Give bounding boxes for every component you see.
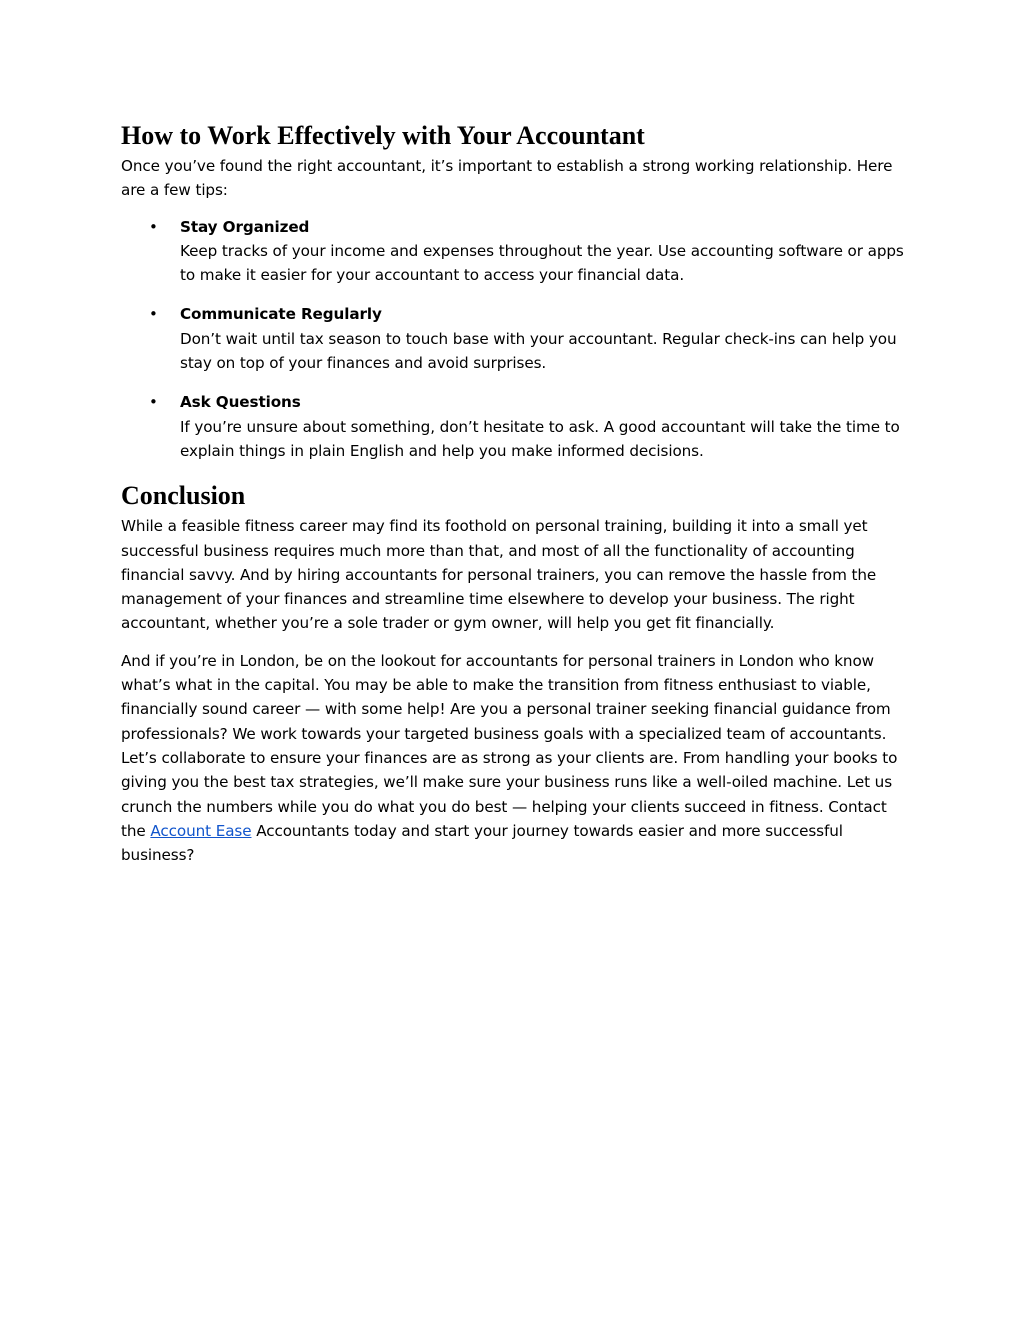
conclusion-paragraph-2 bbox=[121, 649, 911, 868]
bullet-icon: • bbox=[149, 305, 158, 324]
list-item bbox=[121, 215, 911, 288]
paragraph-text-before-link: And if you’re in London, be on the lookout for accountants for personal trainers in London who know what’s what in the capital. You may be able to make the transition from fitness enthusiast to viable, financially sound career — with some help! Are you a personal trainer seeking financial guidance from professionals? We work towards your targeted business goals with a specialized team of accountants. Let’s collaborate to ensure your finances are as strong as your clients are. From handling your books to giving you the best tax strategies, we’ll make sure your business runs like a well-oiled machine. Let us crunch the numbers while you do what you do best — helping your clients succeed in fitness. Contact the bbox=[121, 651, 898, 840]
tip-text: If you’re unsure about something, don’t hesitate to ask. A good accountant will take the time to explain things in plain English and help you make informed decisions. bbox=[180, 417, 900, 460]
intro-paragraph: Once you’ve found the right accountant, it’s important to establish a strong working relationship. Here are a few tips: bbox=[121, 157, 893, 200]
tip-text: Keep tracks of your income and expenses throughout the year. Use accounting software or apps to make it easier for your accountant to access your financial data. bbox=[180, 241, 904, 285]
account-ease-link[interactable]: Account Ease bbox=[150, 821, 252, 840]
bullet-icon: • bbox=[149, 217, 158, 236]
section-heading-conclusion: Conclusion bbox=[121, 481, 246, 511]
conclusion-paragraph-1: While a feasible fitness career may find its foothold on personal training, building it into a small yet successful business requires much more than that, and most of all the functionality of accounting financial savvy. And by hiring accountants for personal trainers, you can remove the hassle from the management of your finances and streamline time elsewhere to develop your business. The right accountant, whether you’re a sole trader or gym owner, will help you get fit financially. bbox=[121, 517, 877, 633]
section-heading-work-effectively: How to Work Effectively with Your Accountant bbox=[121, 121, 645, 150]
tip-title: Stay Organized bbox=[180, 217, 310, 236]
tip-text: Don’t wait until tax season to touch base with your accountant. Regular check-ins can help you stay on top of your finances and avoid surprises. bbox=[180, 329, 897, 373]
document-page bbox=[121, 118, 911, 867]
bullet-icon: • bbox=[149, 393, 158, 412]
tip-title: Communicate Regularly bbox=[180, 305, 382, 324]
tips-list bbox=[121, 215, 911, 464]
paragraph-text-after-link: Accountants today and start your journey towards easier and more successful business? bbox=[121, 821, 843, 865]
tip-title: Ask Questions bbox=[180, 393, 301, 412]
list-item bbox=[121, 302, 911, 375]
list-item bbox=[121, 390, 911, 463]
